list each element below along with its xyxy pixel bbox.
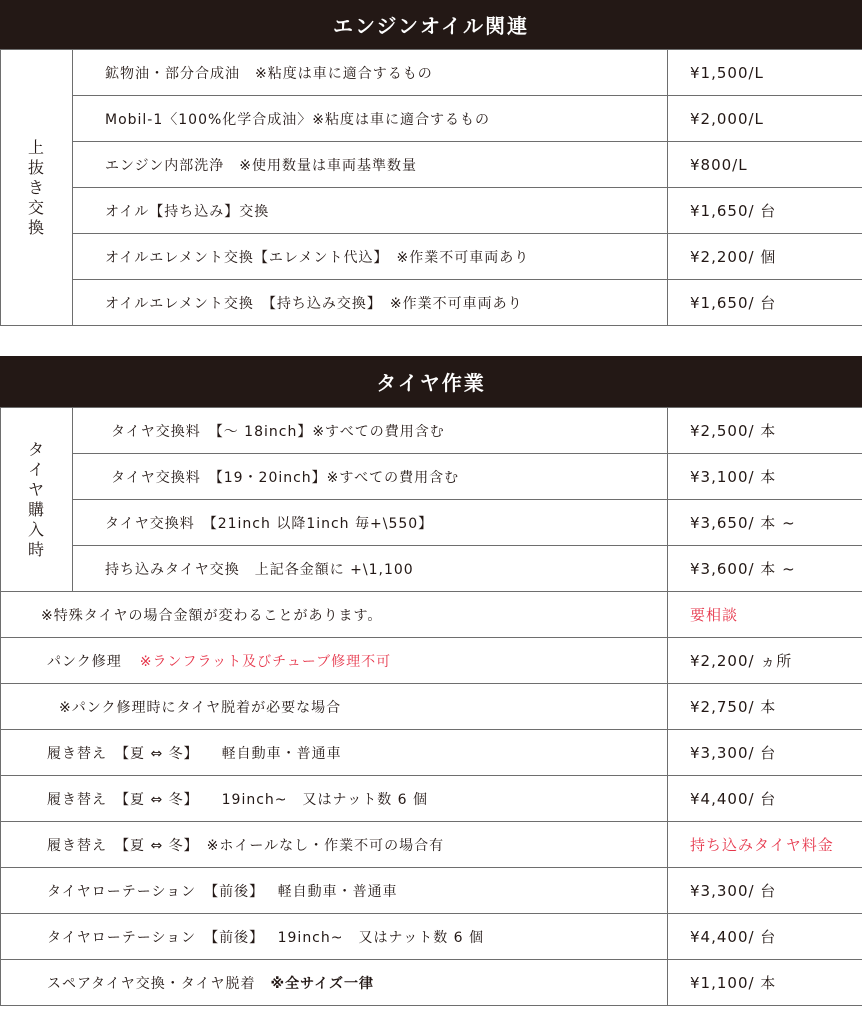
wheelless-desc: 履き替え 【夏 ⇔ 冬】 ※ホイールなし・作業不可の場合有 bbox=[1, 822, 668, 868]
side-label-oil: 上抜き交換 bbox=[1, 50, 73, 326]
row-price: ¥3,300/ 台 bbox=[668, 730, 862, 776]
row-desc: エンジン内部洗浄 ※使用数量は車両基準数量 bbox=[73, 142, 668, 188]
row-price: ¥2,000/L bbox=[668, 96, 862, 142]
row-desc: オイル【持ち込み】交換 bbox=[73, 188, 668, 234]
row-price: ¥1,500/L bbox=[668, 50, 862, 96]
table-row bbox=[1, 50, 862, 96]
row-price: ¥1,650/ 台 bbox=[668, 188, 862, 234]
puncture-sub-price: ¥2,750/ 本 bbox=[668, 684, 862, 730]
row-desc: 鉱物油・部分合成油 ※粘度は車に適合するもの bbox=[73, 50, 668, 96]
row-desc: オイルエレメント交換【エレメント代込】 ※作業不可車両あり bbox=[73, 234, 668, 280]
table-row bbox=[1, 500, 862, 546]
side-label-tire: タイヤ購入時 bbox=[1, 408, 73, 592]
table-row bbox=[1, 408, 862, 454]
table-row bbox=[1, 592, 862, 638]
wheelless-price: 持ち込みタイヤ料金 bbox=[668, 822, 862, 868]
row-desc: 履き替え 【夏 ⇔ 冬】 19inch~ 又はナット数 6 個 bbox=[1, 776, 668, 822]
table-row bbox=[1, 684, 862, 730]
row-desc: タイヤローテーション 【前後】 軽自動車・普通車 bbox=[1, 868, 668, 914]
row-price: ¥3,100/ 本 bbox=[668, 454, 862, 500]
row-desc: タイヤ交換料 【～ 18inch】※すべての費用含む bbox=[73, 408, 668, 454]
table-row bbox=[1, 776, 862, 822]
spare-row bbox=[1, 960, 668, 1006]
row-desc: タイヤ交換料 【21inch 以降1inch 毎+\550】 bbox=[73, 500, 668, 546]
row-price: ¥4,400/ 台 bbox=[668, 776, 862, 822]
row-price: ¥3,600/ 本 ~ bbox=[668, 546, 862, 592]
puncture-sub-desc: ※パンク修理時にタイヤ脱着が必要な場合 bbox=[1, 684, 668, 730]
row-desc: 履き替え 【夏 ⇔ 冬】 軽自動車・普通車 bbox=[1, 730, 668, 776]
row-price: ¥3,300/ 台 bbox=[668, 868, 862, 914]
puncture-note: ※ランフラット及びチューブ修理不可 bbox=[139, 653, 392, 670]
puncture-price: ¥2,200/ ヵ所 bbox=[668, 638, 862, 684]
table-row bbox=[1, 142, 862, 188]
row-price: ¥1,650/ 台 bbox=[668, 280, 862, 326]
row-price: ¥2,200/ 個 bbox=[668, 234, 862, 280]
row-desc: 持ち込みタイヤ交換 上記各金額に +\1,100 bbox=[73, 546, 668, 592]
table-row bbox=[1, 730, 862, 776]
spare-desc: スペアタイヤ交換・タイヤ脱着 bbox=[47, 975, 271, 992]
tire-title: タイヤ作業 bbox=[376, 371, 486, 395]
table-row bbox=[1, 234, 862, 280]
engine-oil-section bbox=[0, 0, 862, 326]
table-row bbox=[1, 822, 862, 868]
table-row bbox=[1, 454, 862, 500]
table-row bbox=[1, 96, 862, 142]
table-row bbox=[1, 280, 862, 326]
special-tire-price: 要相談 bbox=[668, 592, 862, 638]
row-price: ¥2,500/ 本 bbox=[668, 408, 862, 454]
row-desc: タイヤ交換料 【19・20inch】※すべての費用含む bbox=[73, 454, 668, 500]
engine-oil-header bbox=[0, 0, 862, 49]
table-row bbox=[1, 638, 862, 684]
row-desc: タイヤローテーション 【前後】 19inch~ 又はナット数 6 個 bbox=[1, 914, 668, 960]
engine-oil-table bbox=[0, 49, 862, 326]
table-row bbox=[1, 914, 862, 960]
table-row bbox=[1, 960, 862, 1006]
tire-header bbox=[0, 356, 862, 407]
row-price: ¥4,400/ 台 bbox=[668, 914, 862, 960]
spare-price: ¥1,100/ 本 bbox=[668, 960, 862, 1006]
puncture-row bbox=[1, 638, 668, 684]
spare-note: ※全サイズ一律 bbox=[270, 975, 374, 992]
special-tire-note: ※特殊タイヤの場合金額が変わることがあります。 bbox=[1, 592, 668, 638]
tire-section bbox=[0, 356, 862, 1006]
table-row bbox=[1, 868, 862, 914]
row-price: ¥800/L bbox=[668, 142, 862, 188]
row-price: ¥3,650/ 本 ~ bbox=[668, 500, 862, 546]
table-row bbox=[1, 546, 862, 592]
engine-oil-title: エンジンオイル関連 bbox=[333, 14, 529, 38]
row-desc: Mobil-1〈100%化学合成油〉※粘度は車に適合するもの bbox=[73, 96, 668, 142]
row-desc: オイルエレメント交換 【持ち込み交換】 ※作業不可車両あり bbox=[73, 280, 668, 326]
table-row bbox=[1, 188, 862, 234]
tire-table bbox=[0, 407, 862, 1006]
puncture-label: パンク修理 bbox=[47, 653, 122, 670]
